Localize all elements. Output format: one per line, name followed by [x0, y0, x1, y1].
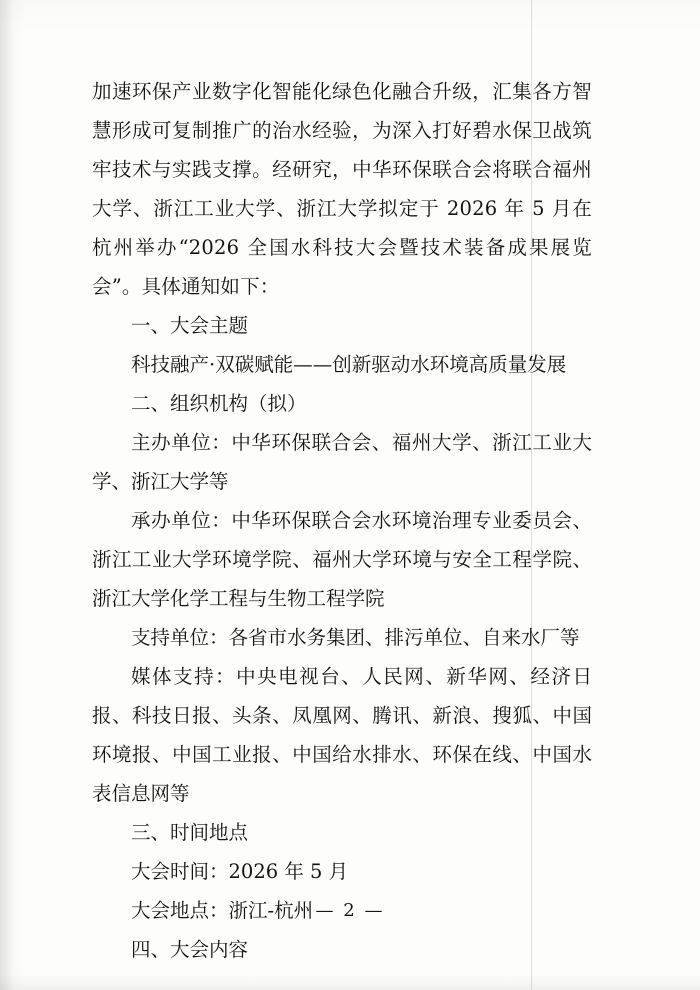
document-content: [92, 72, 592, 969]
section-2-line-4: 媒体支持：中央电视台、人民网、新华网、经济日报、科技日报、头条、凤凰网、腾讯、新浪、搜狐、中国环境报、中国工业报、中国给水排水、环保在线、中国水表信息网等: [92, 665, 592, 805]
section-3-heading: 三、时间地点: [131, 821, 249, 844]
section-1: [92, 306, 592, 384]
section-2: [92, 384, 592, 813]
section-4: [92, 930, 592, 969]
section-1-line-1: 科技融产·双碳赋能——创新驱动水环境高质量发展: [131, 353, 567, 376]
page-edge-shadow-left: [0, 0, 14, 990]
page-number: — 2 —: [315, 900, 385, 921]
section-2-line-3: 支持单位：各省市水务集团、排污单位、自来水厂等: [131, 626, 580, 649]
section-1-heading: 一、大会主题: [131, 314, 249, 337]
body-paragraph: 加速环保产业数字化智能化绿色化融合升级，汇集各方智慧形成可复制推广的治水经验，为深入打好碧水保卫战筑牢技术与实践支撑。经研究，中华环保联合会将联合福州大学、浙江工业大学、浙江大学拟定于 2026 年 5 月在杭州举办“2026 全国水科技大会暨技术装备成果展览会”。具体通知如下：: [92, 80, 592, 298]
page-edge-shadow-bottom: [0, 974, 700, 990]
section-4-heading: 四、大会内容: [131, 938, 249, 961]
section-2-heading: 二、组织机构（拟）: [131, 392, 307, 415]
section-2-line-2: 承办单位：中华环保联合会水环境治理专业委员会、浙江工业大学环境学院、福州大学环境与安全工程学院、浙江大学化学工程与生物工程学院: [92, 509, 592, 610]
section-3-line-2: 大会地点：浙江-杭州: [131, 899, 314, 922]
section-3-line-1: 大会时间：2026 年 5 月: [131, 860, 349, 883]
section-2-line-1: 主办单位：中华环保联合会、福州大学、浙江工业大学、浙江大学等: [92, 431, 592, 493]
